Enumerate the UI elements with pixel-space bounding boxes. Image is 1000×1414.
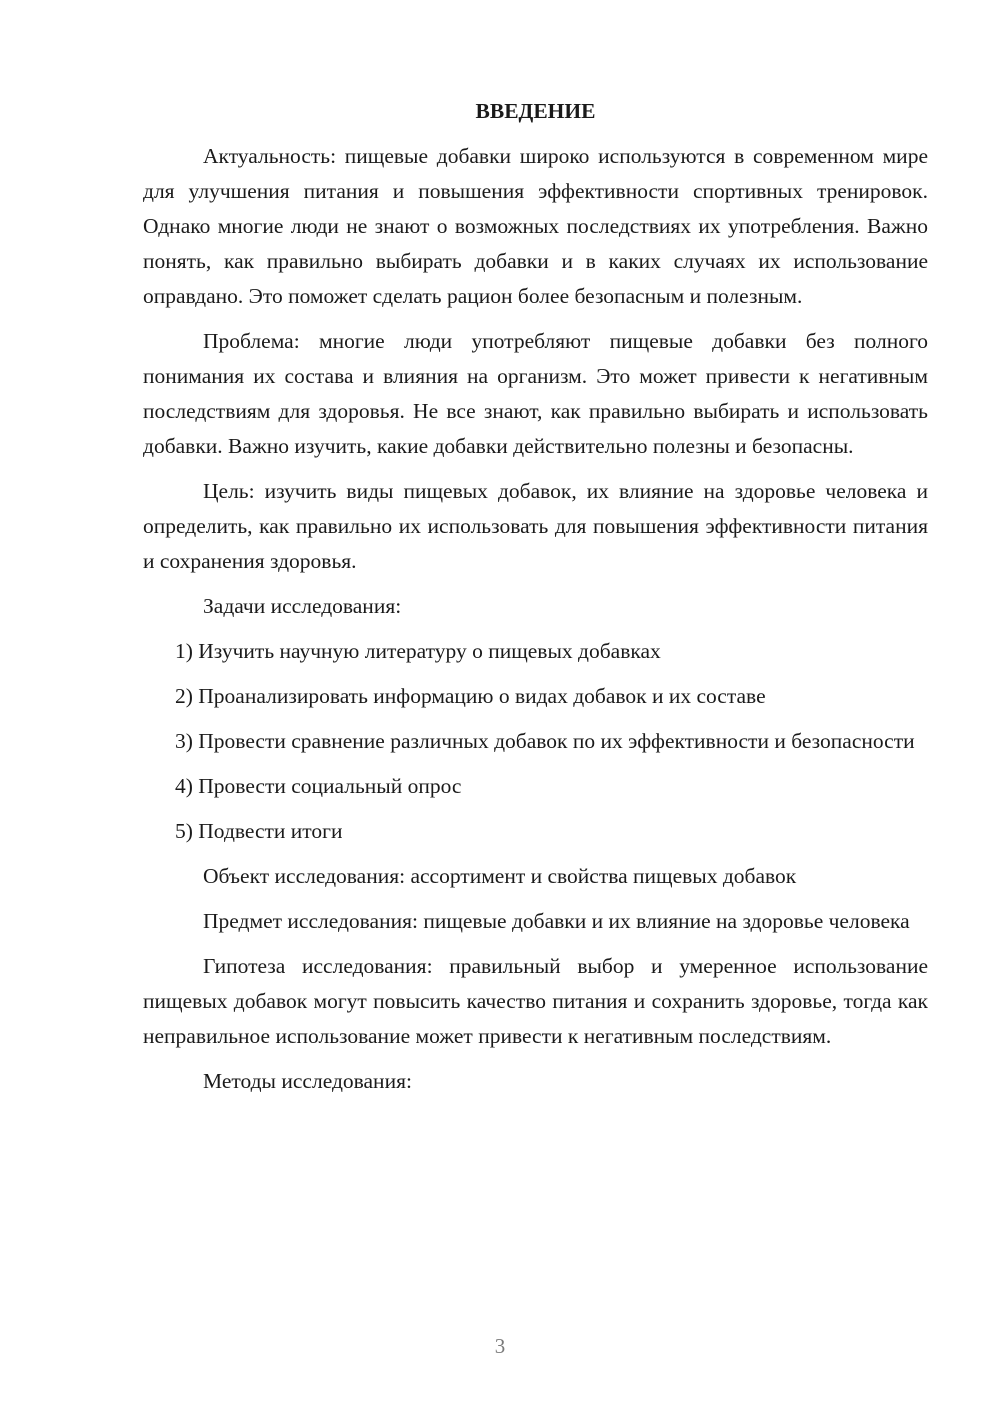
methods-title: Методы исследования: [203, 1069, 412, 1093]
paragraph-hypothesis: Гипотеза исследования: правильный выбор и умеренное использование пищевых добавок могут повысить качество питания и сохранить здоровье, тогда как неправильное использование может привести к негативным последствиям. [143, 954, 928, 1048]
task-item-2: 2) Проанализировать информацию о видах добавок и их составе [175, 684, 766, 708]
paragraph-problem: Проблема: многие люди употребляют пищевые добавки без полного понимания их состава и влияния на организм. Это может привести к негативным последствиям для здоровья. Не все знают, как правильно выбирать и использовать добавки. Важно изучить, какие добавки действительно полезны и безопасны. [143, 329, 928, 458]
page-title: ВВЕДЕНИЕ [475, 99, 596, 123]
task-item-4: 4) Провести социальный опрос [175, 774, 462, 798]
tasks-title: Задачи исследования: [203, 594, 402, 618]
paragraph-subject: Предмет исследования: пищевые добавки и их влияние на здоровье человека [203, 909, 910, 933]
document-page [143, 94, 928, 1109]
paragraph-goal: Цель: изучить виды пищевых добавок, их влияние на здоровье человека и определить, как правильно их использовать для повышения эффективности питания и сохранения здоровья. [143, 479, 928, 573]
task-item-3: 3) Провести сравнение различных добавок по их эффективности и безопасности [175, 729, 915, 753]
task-item-5: 5) Подвести итоги [175, 819, 343, 843]
paragraph-relevance: Актуальность: пищевые добавки широко используются в современном мире для улучшения питания и повышения эффективности спортивных тренировок. Однако многие люди не знают о возможных последствиях их употребления. Важно понять, как правильно выбирать добавки и в каких случаях их использование оправдано. Это поможет сделать рацион более безопасным и полезным. [143, 144, 928, 308]
paragraph-object: Объект исследования: ассортимент и свойства пищевых добавок [203, 864, 797, 888]
page-number: 3 [494, 1334, 506, 1358]
task-item-1: 1) Изучить научную литературу о пищевых добавках [175, 639, 661, 663]
